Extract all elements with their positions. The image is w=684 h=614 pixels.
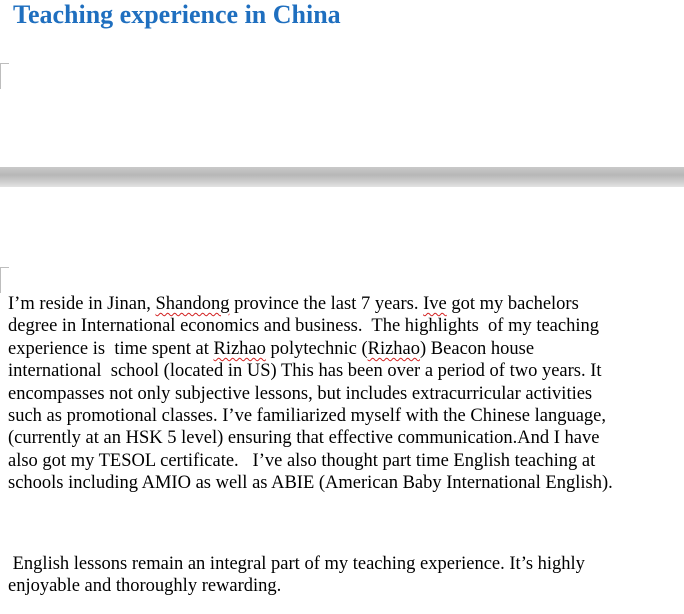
text-run: province the last 7 years. [229,294,424,314]
text-run: such as promotional classes. I’ve familiarized myself with the Chinese language, [8,406,606,427]
text-run: international school (located in US) This has been over a period of two years. It [8,361,602,382]
text-run: got my bachelors [446,294,579,314]
paragraph-line [8,575,684,597]
text-run: (currently at an HSK 5 level) ensuring that effective communication.And I have [8,428,600,449]
body-paragraph-1 [8,293,684,495]
text-run: polytechnic ( [265,338,368,359]
spellcheck-word[interactable]: Rizhao [213,338,266,359]
paragraph-line [8,450,684,472]
paragraph-line [8,383,684,405]
spellcheck-word[interactable]: Rizhao [367,338,421,359]
text-run: encompasses not only subjective lessons, but includes extracurricular activities [8,383,593,404]
paragraph-line [8,472,684,494]
text-run: schools including AMIO as well as ABIE (American Baby International English). [8,473,613,494]
paragraph-line [8,405,684,427]
text-run: also got my TESOL certificate. I’ve also thought part time English teaching at [8,450,596,471]
text-run: I’m reside in Jinan, [8,294,156,314]
page-break-gap [0,167,684,187]
paragraph-line [8,338,684,360]
text-run: English lessons remain an integral part of my teaching experience. It’s highly [8,554,585,574]
document-heading: Teaching experience in China [13,0,341,29]
paragraph-line [8,360,684,382]
paragraph-line [8,427,684,449]
text-run: ) Beacon house [420,338,535,359]
paragraph-line [8,553,684,575]
spellcheck-word[interactable]: Ive [423,294,447,314]
page-top [0,0,684,167]
paragraph-line [8,315,684,337]
paragraph-line [8,293,684,315]
text-run: degree in International economics and business. The highlights of my teaching [8,316,599,337]
text-run: enjoyable and thoroughly rewarding. [8,576,282,597]
spellcheck-word[interactable]: Shandong [155,294,230,314]
body-paragraph-2 [8,553,684,598]
page-corner-mark-top [0,63,9,89]
page-corner-mark-bottom [0,267,9,293]
text-run: experience is time spent at [8,338,214,359]
